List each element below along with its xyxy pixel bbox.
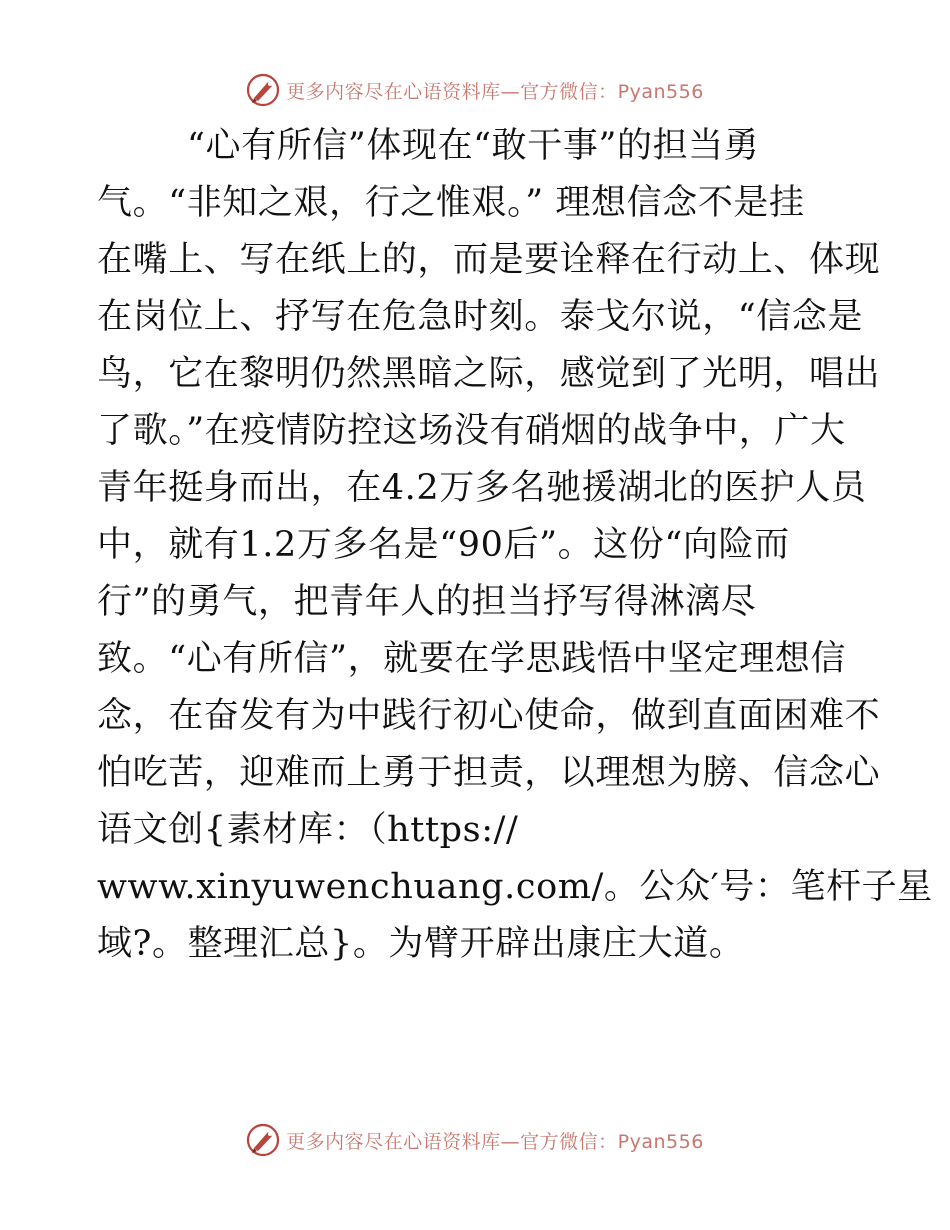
pen-logo-icon xyxy=(246,73,280,107)
paragraph-line: 域?。整理汇总}。为臂开辟出康庄大道。 xyxy=(97,924,745,964)
paragraph-line: 气。“非知之艰，行之惟艰。” 理想信念不是挂 xyxy=(97,183,805,223)
footer-banner-inner xyxy=(246,1123,704,1157)
document-body xyxy=(97,118,933,973)
header-banner xyxy=(0,68,950,112)
paragraph-line: “心有所信”体现在“敢干事”的担当勇 xyxy=(187,126,760,166)
pen-logo-icon xyxy=(246,1123,280,1157)
paragraph-line: 在岗位上、抒写在危急时刻。泰戈尔说，“信念是 xyxy=(97,297,864,337)
paragraph-line: 怕吃苦，迎难而上勇于担责，以理想为膀、信念心 xyxy=(97,753,881,793)
paragraph-line: 语文创{素材库：（https:// xyxy=(97,810,519,850)
footer-banner xyxy=(0,1118,950,1162)
paragraph-line: 鸟，它在黎明仍然黑暗之际，感觉到了光明，唱出 xyxy=(97,354,881,394)
header-banner-text: 更多内容尽在心语资料库—官方微信：Pyan556 xyxy=(286,80,704,103)
paragraph-line: 在嘴上、写在纸上的，而是要诠释在行动上、体现 xyxy=(97,240,881,280)
paragraph-line: 致。“心有所信”，就要在学思践悟中坚定理想信 xyxy=(97,639,846,679)
footer-banner-text: 更多内容尽在心语资料库—官方微信：Pyan556 xyxy=(286,1130,704,1153)
paragraph-line: 行”的勇气，把青年人的担当抒写得淋漓尽 xyxy=(97,582,757,622)
paragraph-line: 青年挺身而出，在4.2万多名驰援湖北的医护人员 xyxy=(97,468,867,508)
paragraph-line: 中，就有1.2万多名是“90后”。这份“向险而 xyxy=(97,525,790,565)
paragraph-line: 念，在奋发有为中践行初心使命，做到直面困难不 xyxy=(97,696,881,736)
header-banner-inner xyxy=(246,73,704,107)
paragraph-line: www.xinyuwenchuang.com/。公众′号：笔杆子星 xyxy=(97,867,933,907)
paragraph-line: 了歌。”在疫情防控这场没有硝烟的战争中，广大 xyxy=(97,411,846,451)
